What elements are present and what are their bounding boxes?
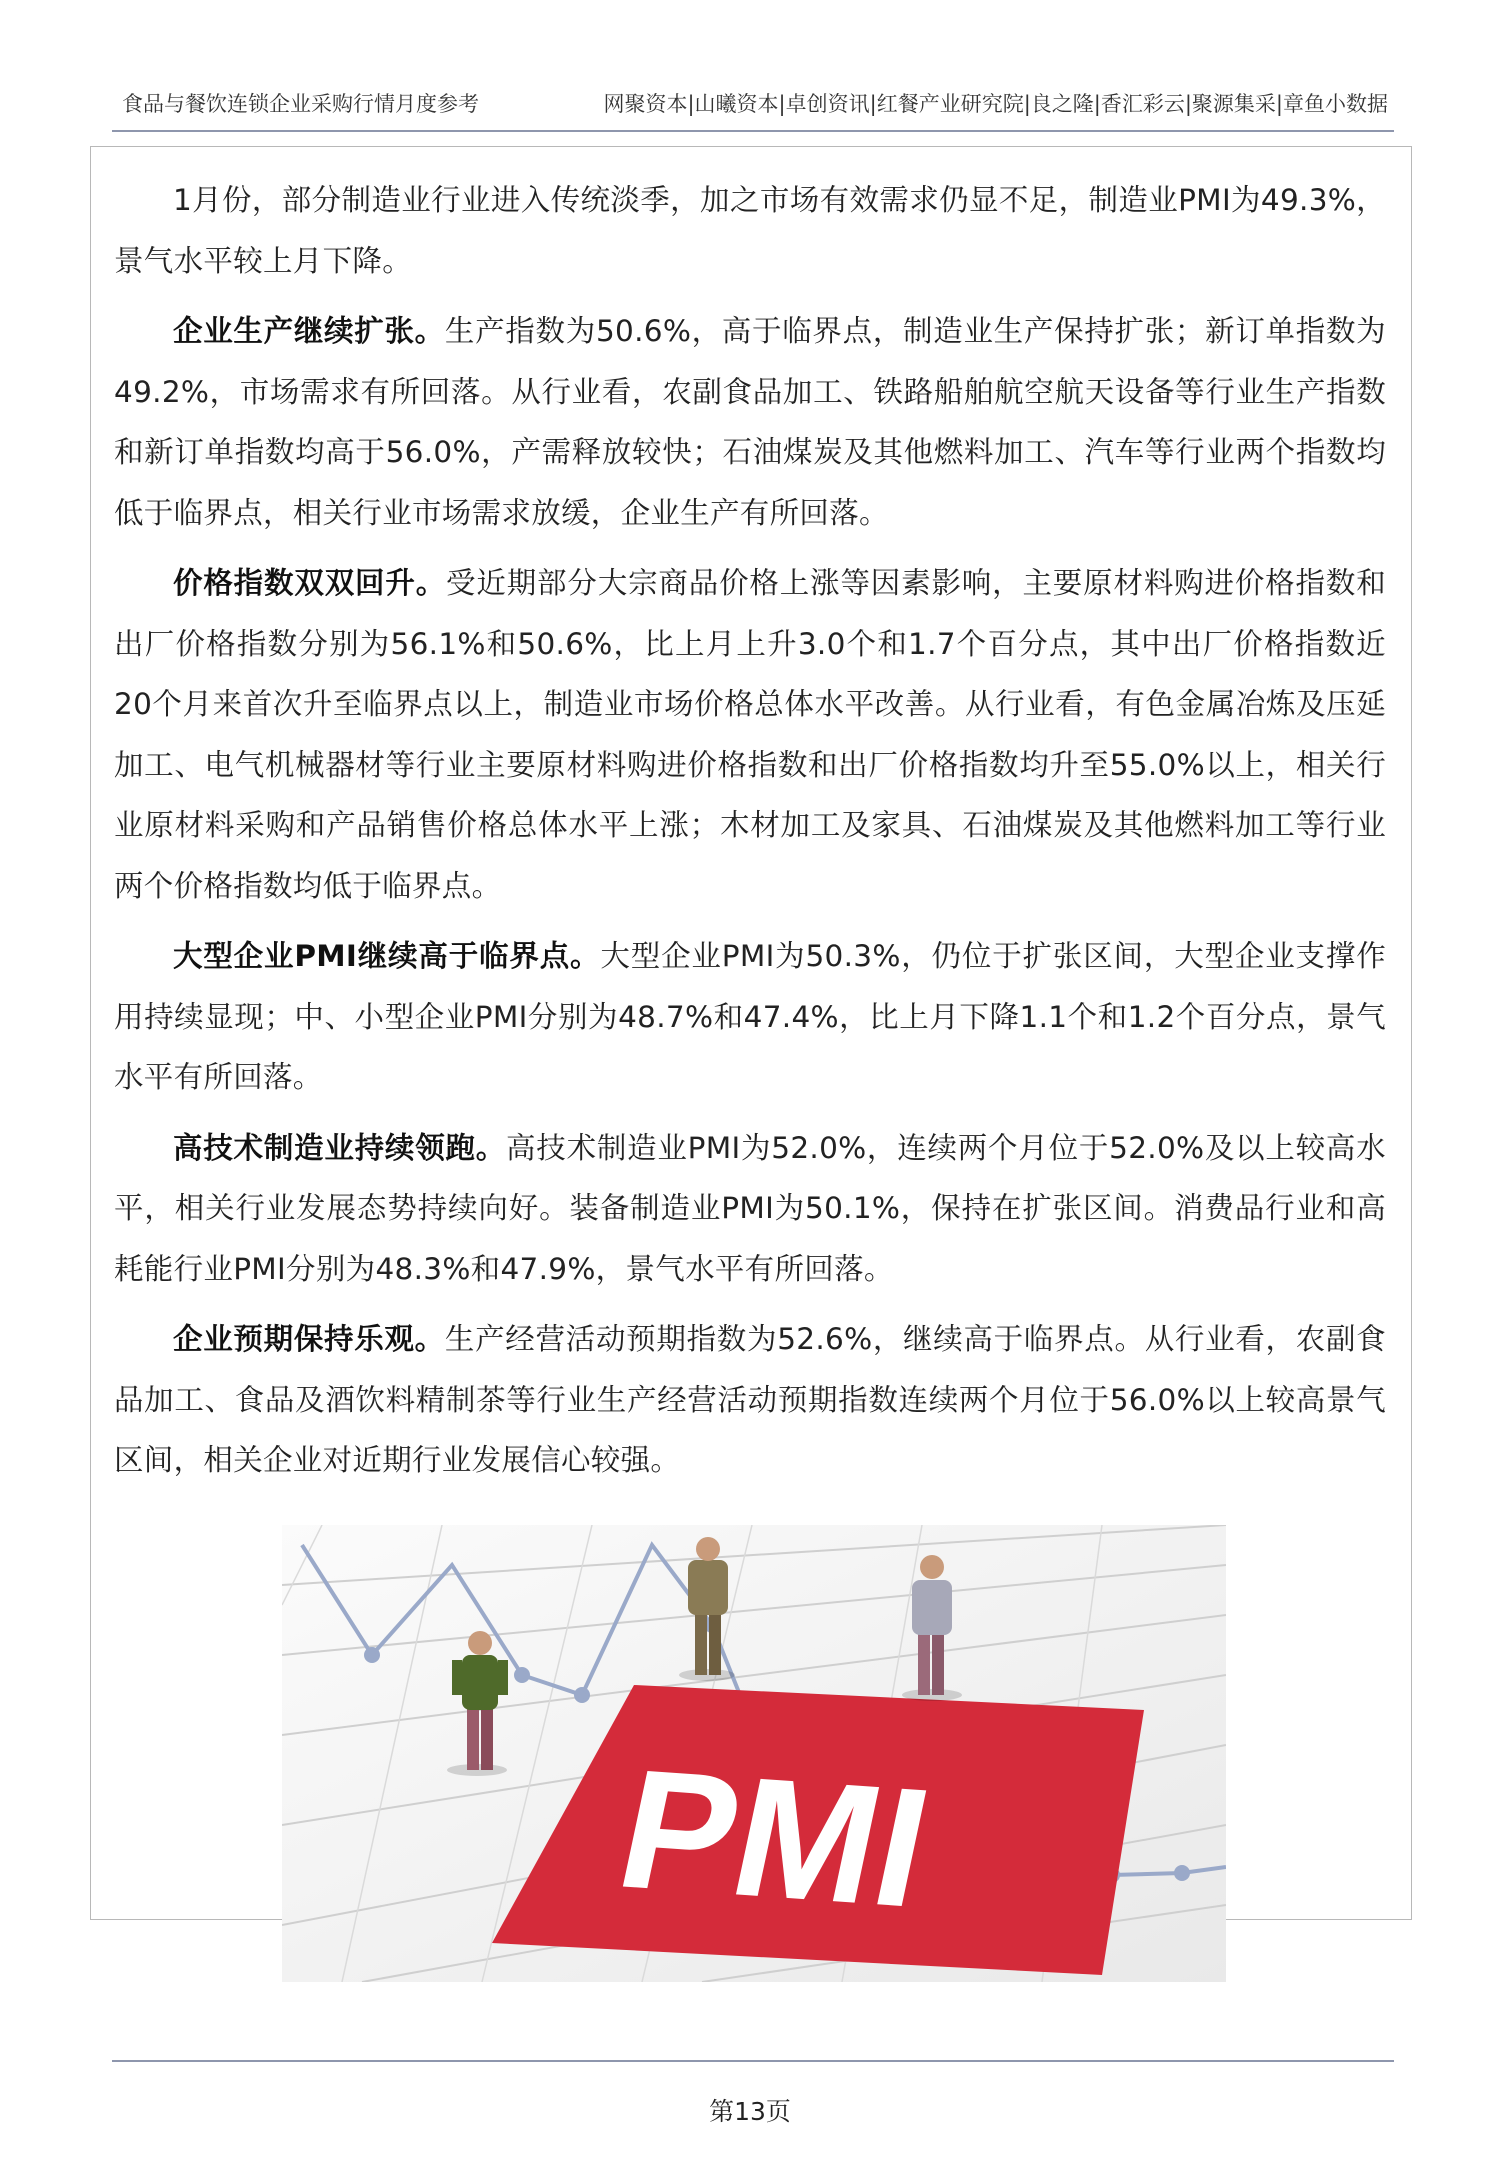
- article-body: [114, 170, 1386, 1501]
- paragraph-lead: 企业预期保持乐观。: [173, 1322, 445, 1356]
- paragraph-prices: 价格指数双双回升。受近期部分大宗商品价格上涨等因素影响，主要原材料购进价格指数和出厂价格指数分别为56.1%和50.6%，比上月上升3.0个和1.7个百分点，其中出厂价格指数近20个月来首次升至临界点以上，制造业市场价格总体水平改善。从行业看，有色金属冶炼及压延加工、电气机械器材等行业主要原材料购进价格指数和出厂价格指数均升至55.0%以上，相关行业原材料采购和产品销售价格总体水平上涨；木材加工及家具、石油煤炭及其他燃料加工等行业两个价格指数均低于临界点。: [114, 566, 1386, 903]
- paragraph-lead: 企业生产继续扩张。: [173, 314, 445, 348]
- header-title: 食品与餐饮连锁企业采购行情月度参考: [122, 92, 479, 116]
- header-sources: 网聚资本|山曦资本|卓创资讯|红餐产业研究院|良之隆|香汇彩云|聚源集采|章鱼小数据: [603, 92, 1388, 116]
- paragraph-expectation: 企业预期保持乐观。生产经营活动预期指数为52.6%，继续高于临界点。从行业看，农副食品加工、食品及酒饮料精制茶等行业生产经营活动预期指数连续两个月位于56.0%以上较高景气区间，相关企业对近期行业发展信心较强。: [114, 1322, 1386, 1477]
- pmi-illustration: [282, 1525, 1226, 1982]
- page-number: 第13页: [709, 2097, 791, 2126]
- header-divider: [112, 130, 1394, 132]
- pmi-label: PMI: [603, 1734, 946, 1944]
- paragraph-high-tech: 高技术制造业持续领跑。高技术制造业PMI为52.0%，连续两个月位于52.0%及以上较高水平，相关行业发展态势持续向好。装备制造业PMI为50.1%，保持在扩张区间。消费品行业和高耗能行业PMI分别为48.3%和47.9%，景气水平有所回落。: [114, 1130, 1386, 1286]
- footer-divider: [112, 2060, 1394, 2062]
- page-header: [112, 82, 1388, 122]
- paragraph-lead: 价格指数双双回升。: [173, 566, 447, 600]
- paragraph-production: 企业生产继续扩张。生产指数为50.6%，高于临界点，制造业生产保持扩张；新订单指数为49.2%，市场需求有所回落。从行业看，农副食品加工、铁路船舶航空航天设备等行业生产指数和新订单指数均高于56.0%，产需释放较快；石油煤炭及其他燃料加工、汽车等行业两个指数均低于临界点，相关行业市场需求放缓，企业生产有所回落。: [114, 314, 1386, 530]
- paragraph-lead: 大型企业PMI继续高于临界点。: [173, 939, 601, 973]
- paragraph-lead: 高技术制造业持续领跑。: [173, 1130, 507, 1165]
- paragraph-large-enterprise: 大型企业PMI继续高于临界点。大型企业PMI为50.3%，仍位于扩张区间，大型企业支撑作用持续显现；中、小型企业PMI分别为48.7%和47.4%，比上月下降1.1个和1.2个百分点，景气水平有所回落。: [114, 939, 1387, 1094]
- paragraph-intro: 1月份，部分制造业行业进入传统淡季，加之市场有效需求仍显不足，制造业PMI为49.3%，景气水平较上月下降。: [114, 183, 1386, 278]
